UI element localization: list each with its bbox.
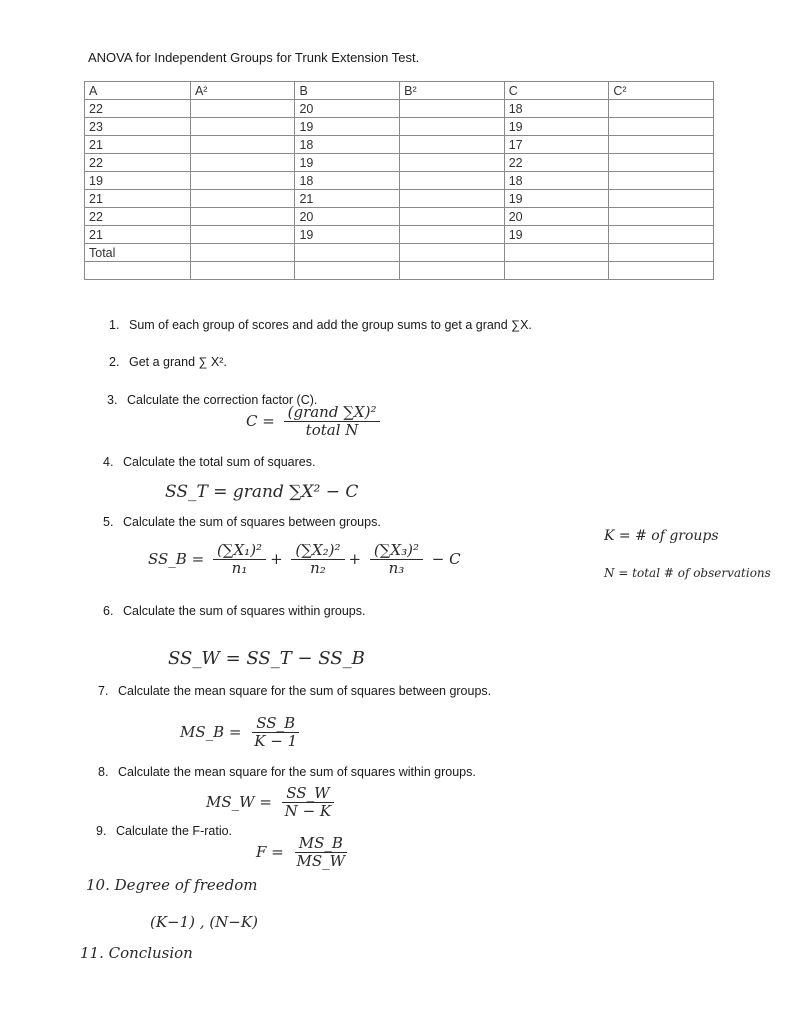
step-text: Calculate the mean square for the sum of squares within groups. bbox=[118, 765, 476, 779]
step-number: 8. bbox=[98, 765, 109, 779]
table-empty-row bbox=[85, 262, 714, 280]
table-cell bbox=[190, 190, 295, 208]
table-cell: B bbox=[295, 82, 400, 100]
table-cell bbox=[190, 136, 295, 154]
formula-sst: SS_T = grand ∑X² − C bbox=[165, 482, 359, 502]
step-number: 9. bbox=[96, 824, 107, 838]
table-cell bbox=[400, 154, 505, 172]
table-cell bbox=[190, 100, 295, 118]
msw-numerator: SS_W bbox=[282, 785, 333, 803]
table-cell: 19 bbox=[504, 118, 609, 136]
msb-numerator: SS_B bbox=[252, 715, 299, 733]
step-number: 2. bbox=[109, 355, 120, 369]
table-cell bbox=[609, 136, 714, 154]
table-cell bbox=[609, 190, 714, 208]
table-cell bbox=[400, 226, 505, 244]
msb-denominator: K − 1 bbox=[254, 732, 298, 751]
ssb-num-2: (∑X₂)² bbox=[291, 542, 344, 560]
table-cell: C bbox=[504, 82, 609, 100]
step-text: Calculate the total sum of squares. bbox=[123, 455, 316, 469]
table-cell bbox=[400, 136, 505, 154]
table-cell: 19 bbox=[295, 154, 400, 172]
table-cell bbox=[504, 244, 609, 262]
instruction-step bbox=[103, 604, 366, 618]
table-cell bbox=[190, 154, 295, 172]
table-cell bbox=[190, 208, 295, 226]
ssb-tail: − C bbox=[431, 549, 461, 568]
instruction-step bbox=[109, 355, 227, 369]
table-cell: 22 bbox=[85, 208, 191, 226]
table-cell: 23 bbox=[85, 118, 191, 136]
step-text: Calculate the sum of squares within groups. bbox=[123, 604, 366, 618]
table-cell bbox=[609, 172, 714, 190]
ssb-lhs: SS_B = bbox=[148, 549, 205, 568]
step-number: 4. bbox=[103, 455, 114, 469]
table-cell bbox=[85, 262, 191, 280]
table-cell bbox=[190, 244, 295, 262]
table-row bbox=[85, 118, 714, 136]
c-lhs: C = bbox=[246, 411, 275, 430]
table-cell: A² bbox=[190, 82, 295, 100]
table-cell: 21 bbox=[85, 136, 191, 154]
table-cell: 20 bbox=[295, 208, 400, 226]
table-row bbox=[85, 154, 714, 172]
f-denominator: MS_W bbox=[296, 852, 346, 871]
ssb-den-3: n₃ bbox=[388, 559, 405, 578]
table-cell: C² bbox=[609, 82, 714, 100]
table-cell: 20 bbox=[295, 100, 400, 118]
table-cell: 18 bbox=[504, 100, 609, 118]
f-numerator: MS_B bbox=[295, 835, 347, 853]
c-numerator: (grand ∑X)² bbox=[284, 404, 381, 422]
table-cell bbox=[609, 154, 714, 172]
step-10: 10. Degree of freedom bbox=[86, 876, 258, 894]
table-cell: 21 bbox=[85, 226, 191, 244]
table-cell bbox=[400, 244, 505, 262]
instruction-step bbox=[103, 455, 315, 469]
table-cell: A bbox=[85, 82, 191, 100]
table-cell bbox=[400, 172, 505, 190]
table-cell bbox=[295, 262, 400, 280]
step-number: 7. bbox=[98, 684, 109, 698]
data-table bbox=[84, 81, 714, 280]
formula-ssw: SS_W = SS_T − SS_B bbox=[168, 648, 365, 669]
formula-msw bbox=[206, 785, 339, 821]
table-row bbox=[85, 100, 714, 118]
table-cell: 18 bbox=[295, 172, 400, 190]
step-text: Get a grand ∑ X². bbox=[129, 355, 227, 369]
table-cell: 19 bbox=[504, 226, 609, 244]
table-cell bbox=[400, 100, 505, 118]
table-cell bbox=[400, 208, 505, 226]
f-lhs: F = bbox=[256, 842, 284, 861]
table-cell bbox=[400, 190, 505, 208]
table-cell: 17 bbox=[504, 136, 609, 154]
table-cell bbox=[609, 262, 714, 280]
step-11: 11. Conclusion bbox=[80, 944, 193, 962]
msw-lhs: MS_W = bbox=[206, 792, 272, 811]
table-cell bbox=[190, 118, 295, 136]
table-cell: 21 bbox=[85, 190, 191, 208]
step-number: 3. bbox=[107, 393, 118, 407]
instruction-step bbox=[98, 765, 476, 779]
table-cell: 18 bbox=[504, 172, 609, 190]
table-cell: 22 bbox=[85, 100, 191, 118]
table-cell bbox=[609, 208, 714, 226]
table-cell: 21 bbox=[295, 190, 400, 208]
note-k: K = # of groups bbox=[604, 528, 719, 544]
step-number: 1. bbox=[109, 318, 120, 332]
table-cell: 22 bbox=[504, 154, 609, 172]
table-cell bbox=[609, 118, 714, 136]
step-text: Calculate the F-ratio. bbox=[116, 824, 233, 838]
table-cell: 20 bbox=[504, 208, 609, 226]
table-cell bbox=[504, 262, 609, 280]
table-cell bbox=[190, 172, 295, 190]
degrees-of-freedom: (K−1) , (N−K) bbox=[150, 913, 258, 931]
msb-lhs: MS_B = bbox=[180, 722, 242, 741]
msw-denominator: N − K bbox=[284, 802, 332, 821]
table-cell: B² bbox=[400, 82, 505, 100]
note-n: N = total # of observations bbox=[604, 566, 771, 580]
page-title: ANOVA for Independent Groups for Trunk Extension Test. bbox=[88, 50, 420, 65]
table-cell: 19 bbox=[295, 118, 400, 136]
table-header-row bbox=[85, 82, 714, 100]
table-cell: 22 bbox=[85, 154, 191, 172]
step-text: Calculate the correction factor (C). bbox=[127, 393, 318, 407]
table-cell bbox=[400, 118, 505, 136]
step-number: 5. bbox=[103, 515, 114, 529]
table-cell bbox=[609, 100, 714, 118]
table-row bbox=[85, 208, 714, 226]
formula-msb bbox=[180, 715, 305, 751]
step-text: Calculate the sum of squares between groups. bbox=[123, 515, 381, 529]
table-cell bbox=[400, 262, 505, 280]
step-text: Sum of each group of scores and add the group sums to get a grand ∑X. bbox=[129, 318, 532, 332]
ssb-num-3: (∑X₃)² bbox=[370, 542, 423, 560]
c-denominator: total N bbox=[305, 421, 359, 440]
table-row bbox=[85, 190, 714, 208]
table-cell bbox=[609, 226, 714, 244]
instruction-step bbox=[109, 318, 532, 332]
ssb-den-1: n₁ bbox=[231, 559, 248, 578]
step-number: 6. bbox=[103, 604, 114, 618]
table-cell: 19 bbox=[85, 172, 191, 190]
instruction-step bbox=[98, 684, 491, 698]
ssb-den-2: n₂ bbox=[310, 559, 326, 578]
table-total-row bbox=[85, 244, 714, 262]
table-cell: 19 bbox=[295, 226, 400, 244]
table-cell: 19 bbox=[504, 190, 609, 208]
ssb-num-1: (∑X₁)² bbox=[213, 542, 266, 560]
table-cell bbox=[295, 244, 400, 262]
table-cell bbox=[190, 262, 295, 280]
formula-correction-factor bbox=[246, 404, 384, 440]
instruction-step bbox=[96, 824, 232, 838]
table-cell: 18 bbox=[295, 136, 400, 154]
step-text: Calculate the mean square for the sum of squares between groups. bbox=[118, 684, 492, 698]
table-cell: Total bbox=[85, 244, 191, 262]
formula-f-ratio bbox=[256, 835, 353, 871]
formula-ssb: SS_B = $\frac{\text{(∑X₁)²}}{\text{n₁}}$ + $\frac{\text{(∑X₂)²}}{\text{n₂}}$ + $\frac{\text{(∑X₃)²}}{\text{n₃}}$ − C bbox=[148, 541, 461, 578]
table-cell bbox=[190, 226, 295, 244]
table-row bbox=[85, 136, 714, 154]
instruction-step bbox=[103, 515, 381, 529]
table-cell bbox=[609, 244, 714, 262]
table-row bbox=[85, 226, 714, 244]
table-row bbox=[85, 172, 714, 190]
